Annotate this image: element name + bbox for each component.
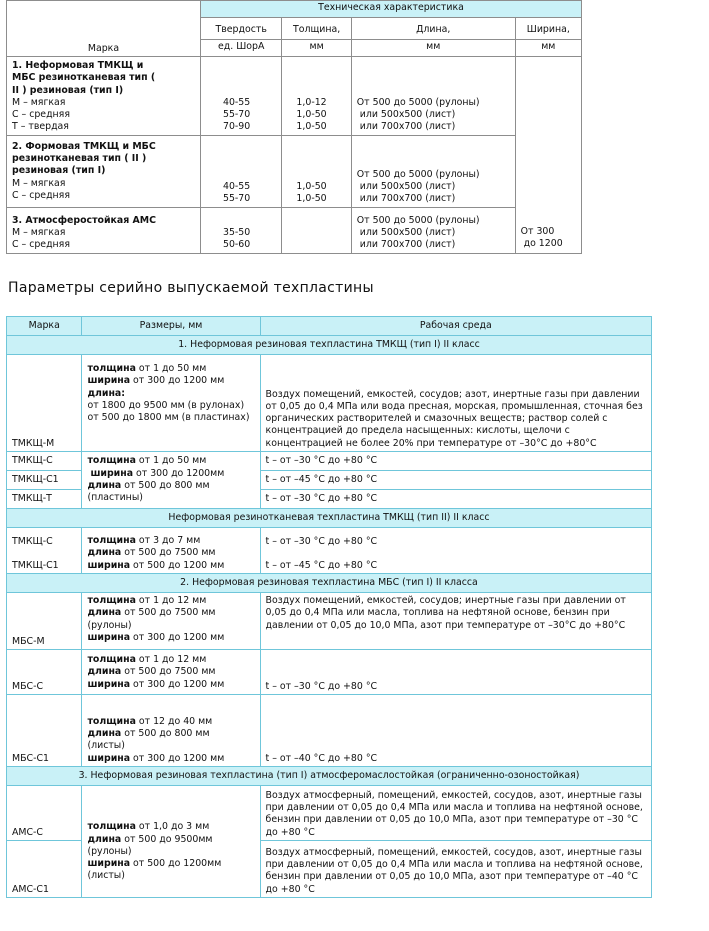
t2-col-mark: Марка xyxy=(7,317,82,336)
size-value: от 500 до 7500 мм xyxy=(121,607,216,619)
size-label: ширина xyxy=(87,752,131,764)
t2-col-size: Размеры, мм xyxy=(82,317,260,336)
t1-group-1-title: 1. Неформовая ТМКЩ и МБС резинотканевая тип ( II ) резиновая (тип I) xyxy=(12,60,156,96)
t2-env-tmk2-s: t – от –30 °С до +80 °С xyxy=(265,536,378,548)
t1-col-thickness: Толщина, xyxy=(282,18,351,40)
t2-env-mbs-s: t – от –30 °С до +80 °С xyxy=(260,650,651,695)
size-label: длина xyxy=(87,480,122,491)
t2-env-ams-s: Воздух атмосферный, помещений, емкостей, сосудов, азот, инертные газы при давлении от 0,05 до 0,4 МПа или масла и топлива на нефтяной основе, бензин при давлении от 0,05 до 10,0 МПа, азот при температуре от –30 °С до +80 °С xyxy=(260,786,651,841)
t1-col-width: Ширина, xyxy=(515,18,581,40)
t1-col-length: Длина, xyxy=(351,18,515,40)
size-value: от 500 до 1800 мм (в пластинах) xyxy=(87,412,250,424)
size-label: ширина xyxy=(87,858,131,870)
size-value: (пластины) xyxy=(87,492,143,504)
t2-env-tmkshch-t: t – от –30 °С до +80 °С xyxy=(260,490,651,509)
t1-group-3-hardness: 35-50 50-60 xyxy=(201,207,282,253)
size-value: (листы) xyxy=(87,870,125,882)
t2-mark-mbs-m: МБС-М xyxy=(7,593,82,650)
size-value: от 300 до 1200 мм xyxy=(130,631,225,643)
t1-col-mark: Марка xyxy=(7,1,201,57)
t1-group-3-thickness xyxy=(282,207,351,253)
t2-env-tmkshch-s: t – от –30 °С до +80 °С xyxy=(260,452,651,471)
size-value: от 300 до 1200 мм xyxy=(130,752,225,764)
page-title: Параметры серийно выпускаемой техпластины xyxy=(8,280,374,296)
size-label: ширина xyxy=(87,375,131,387)
size-value: от 300 до 1200 мм xyxy=(130,375,225,387)
size-value: от 500 до 9500мм xyxy=(121,833,213,845)
size-label: ширина xyxy=(87,678,131,690)
t2-mark-tmk2-s: ТМКЩ-С xyxy=(12,536,53,548)
t2-mark-tmkshch-s1: ТМКЩ-С1 xyxy=(7,471,82,490)
t1-group-3-grades: М – мягкая С – средняя xyxy=(12,227,70,251)
t2-env-tmkshch-m: Воздух помещений, емкостей, сосудов; азот, инертные газы при давлении от 0,05 до 0,4 МПа или вода пресная, морская, промышленная, сточная без органических растворителей и смазочных веществ; раствор солей с концентрацией до предела насыщенных: кислоты, щелочи с концентрацией не более 20% при температуре от –30°С до +80°С xyxy=(260,355,651,452)
size-value: (рулоны) xyxy=(87,619,132,631)
t2-mark-mbs-s: МБС-С xyxy=(7,650,82,695)
size-label: толщина xyxy=(87,363,136,374)
t1-group-3-title: 3. Атмосферостойкая АМС xyxy=(12,214,156,226)
t2-mark-tmk2-s1: ТМКЩ-С1 xyxy=(12,559,59,571)
t1-col-hardness-unit: ед. ШорА xyxy=(201,40,282,57)
size-value: от 3 до 7 мм xyxy=(135,535,201,547)
size-value: от 1 до 50 мм xyxy=(135,363,207,374)
t1-group-1-length: От 500 до 5000 (рулоны) или 500х500 (лист) или 700х700 (лист) xyxy=(351,57,515,136)
size-label: толщина xyxy=(87,654,136,665)
t1-group-2-thickness: 1,0-50 1,0-50 xyxy=(282,135,351,207)
t2-section-3: 2. Неформовая резиновая техпластина МБС (тип I) II класса xyxy=(7,574,652,593)
size-label: толщина xyxy=(87,595,136,606)
size-label: длина xyxy=(87,728,122,740)
size-value: от 500 до 7500 мм xyxy=(121,666,216,678)
size-value: от 300 до 1200мм xyxy=(133,467,225,479)
t1-group-1 xyxy=(7,57,201,136)
size-value: (рулоны) xyxy=(87,845,132,857)
size-label: длина xyxy=(87,547,122,559)
t1-group-2-grades: М – мягкая С – средняя xyxy=(12,177,70,201)
t2-size-tmkshch-group xyxy=(82,452,260,509)
t2-size-mbs-s xyxy=(82,650,260,695)
t1-group-1-thickness: 1,0-12 1,0-50 1,0-50 xyxy=(282,57,351,136)
t2-mark-tmk2 xyxy=(7,528,82,574)
t1-col-width-unit: мм xyxy=(515,40,581,57)
size-label: длина: xyxy=(87,387,126,399)
size-label: толщина xyxy=(87,821,136,833)
tech-characteristics-table xyxy=(6,0,582,254)
t1-col-length-unit: мм xyxy=(351,40,515,57)
t2-size-mbs-m xyxy=(82,593,260,650)
t2-size-ams xyxy=(82,786,260,898)
t2-env-ams-s1: Воздух атмосферный, помещений, емкостей, сосудов, азот, инертные газы при давлении от 0,05 до 0,4 МПа или масла и топлива на нефтяной основе, бензин при давлении от 0,05 до 10,0 МПа, азот при температуре от –40 °С до +80 °С xyxy=(260,841,651,898)
t1-col-hardness: Твердость xyxy=(201,18,282,40)
size-value: (листы) xyxy=(87,740,125,752)
t2-mark-tmkshch-t: ТМКЩ-Т xyxy=(7,490,82,509)
size-label: длина xyxy=(87,833,122,845)
size-label: длина xyxy=(87,666,122,678)
t1-header-group: Техническая характеристика xyxy=(201,1,582,18)
t2-section-4: 3. Неформовая резиновая техпластина (тип I) атмосферомаслостойкая (ограниченно-озоностойкая) xyxy=(7,767,652,786)
t2-mark-tmkshch-s: ТМКЩ-С xyxy=(7,452,82,471)
t2-section-2: Неформовая резинотканевая техпластина ТМКЩ (тип II) II класс xyxy=(7,509,652,528)
t2-size-tmkshch-m xyxy=(82,355,260,452)
t2-mark-mbs-s1: МБС-С1 xyxy=(7,695,82,767)
size-value: от 500 до 1200 мм xyxy=(130,559,225,571)
t1-group-2 xyxy=(7,135,201,207)
t2-env-tmk2-s1: t – от –45 °С до +80 °С xyxy=(265,559,378,571)
size-label: толщина xyxy=(87,715,136,727)
t2-col-env: Рабочая среда xyxy=(260,317,651,336)
size-label: длина xyxy=(87,607,122,619)
size-value: от 500 до 800 мм xyxy=(121,728,210,740)
t2-mark-ams-s1: АМС-С1 xyxy=(7,841,82,898)
t1-group-3 xyxy=(7,207,201,253)
t2-size-mbs-s1 xyxy=(82,695,260,767)
size-value: от 12 до 40 мм xyxy=(135,715,213,727)
size-label: толщина xyxy=(87,535,136,547)
t2-mark-ams-s: АМС-С xyxy=(7,786,82,841)
serial-production-table xyxy=(6,316,652,898)
size-value: от 1,0 до 3 мм xyxy=(135,821,210,833)
size-value: от 1 до 12 мм xyxy=(135,595,207,606)
t2-env-mbs-s1: t – от –40 °С до +80 °С xyxy=(260,695,651,767)
size-value: от 300 до 1200 мм xyxy=(130,678,225,690)
size-label: толщина xyxy=(87,455,136,467)
t2-section-1: 1. Неформовая резиновая техпластина ТМКЩ (тип I) II класс xyxy=(7,336,652,355)
t2-env-tmk2 xyxy=(260,528,651,574)
size-label: ширина xyxy=(90,467,134,479)
size-label: ширина xyxy=(87,631,131,643)
t2-mark-tmkshch-m: ТМКЩ-М xyxy=(7,355,82,452)
t1-group-2-hardness: 40-55 55-70 xyxy=(201,135,282,207)
size-label: ширина xyxy=(87,559,131,571)
t1-width-value: От 300 до 1200 xyxy=(515,57,581,254)
size-value: от 500 до 800 мм xyxy=(121,480,210,491)
size-value: от 500 до 1200мм xyxy=(130,858,222,870)
t1-group-2-title: 2. Формовая ТМКЩ и МБС резинотканевая тип ( II ) резиновая (тип I) xyxy=(12,140,156,177)
t1-group-3-length: От 500 до 5000 (рулоны) или 500х500 (лист) или 700х700 (лист) xyxy=(351,207,515,253)
size-value: от 1800 до 9500 мм (в рулонах) xyxy=(87,399,245,411)
t1-group-1-grades: М – мягкая С – средняя Т – твердая xyxy=(12,96,70,133)
size-value: от 1 до 12 мм xyxy=(135,654,207,665)
t1-group-1-hardness: 40-55 55-70 70-90 xyxy=(201,57,282,136)
t1-group-2-length: От 500 до 5000 (рулоны) или 500х500 (лист) или 700х700 (лист) xyxy=(351,135,515,207)
t2-env-tmkshch-s1: t – от –45 °С до +80 °С xyxy=(260,471,651,490)
t1-col-thickness-unit: мм xyxy=(282,40,351,57)
size-value: от 500 до 7500 мм xyxy=(121,547,216,559)
t2-env-mbs-m: Воздух помещений, емкостей, сосудов; инертные газы при давлении от 0,05 до 0,4 МПа или масла, топлива на нефтяной основе, бензин при давлении от 0,05 до 10,0 МПа, азот при температуре от –30°С до +80°С xyxy=(260,593,651,650)
size-value: от 1 до 50 мм xyxy=(135,455,207,467)
t2-size-tmk2 xyxy=(82,528,260,574)
